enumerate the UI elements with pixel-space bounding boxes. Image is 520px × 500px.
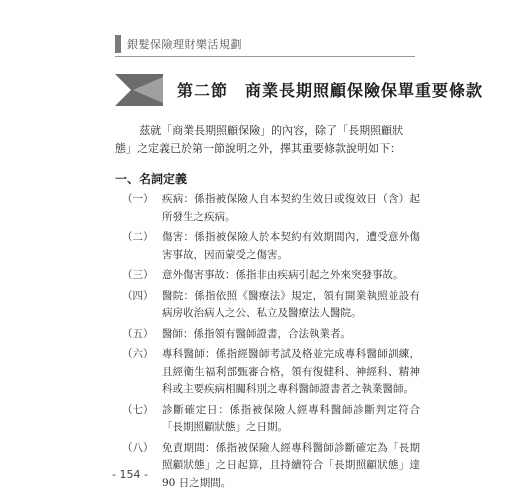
definition-item <box>122 402 420 437</box>
definition-item <box>122 440 420 493</box>
section-marker-icon <box>115 74 163 106</box>
definition-item <box>122 288 420 323</box>
definition-list <box>122 191 420 495</box>
section-heading <box>115 74 484 108</box>
definition-text: 傷害：係指被保險人於本契約有效期間內，遭受意外傷害事故，因而蒙受之傷害。 <box>162 231 420 261</box>
definition-number: （八） <box>122 441 154 454</box>
definition-text: 意外傷害事故：係指非由疾病引起之外來突發事故。 <box>162 269 404 281</box>
running-head-rule <box>115 56 415 57</box>
definition-text: 醫院：係指依照《醫療法》規定，領有開業執照並設有病房收治病人之公、私立及醫療法人醫院。 <box>162 289 420 319</box>
definition-number: （六） <box>122 348 154 360</box>
definition-number: （五） <box>122 327 154 340</box>
running-head <box>0 0 520 70</box>
definition-number: （一） <box>122 193 154 205</box>
definition-item <box>122 191 420 226</box>
definition-number: （三） <box>122 269 154 281</box>
section-title: 第二節 商業長期照顧保險保單重要條款 <box>177 81 484 100</box>
definition-number: （七） <box>122 403 154 416</box>
definition-text: 疾病：係指被保險人自本契約生效日或復效日（含）起所發生之疾病。 <box>162 193 420 223</box>
subsection-title: 一、名詞定義 <box>115 172 188 186</box>
definition-item <box>122 267 420 285</box>
running-head-title: 銀髮保險理財樂活規劃 <box>127 38 242 51</box>
definition-item <box>122 326 420 344</box>
definition-text: 免責期間：係指被保險人經專科醫師診斷確定為「長期照顧狀態」之日起算，且持續符合「長期照顧狀態」達 90 日之期間。 <box>162 441 420 489</box>
running-head-bar <box>115 35 121 53</box>
intro-paragraph <box>115 122 405 158</box>
definition-text: 醫師：係指領有醫師證書，合法執業者。 <box>162 327 351 340</box>
definition-number: （二） <box>122 231 154 243</box>
page-number: - 154 - <box>112 468 148 481</box>
definition-text: 診斷確定日：係指被保險人經專科醫師診斷判定符合「長期照顧狀態」之日期。 <box>162 403 420 433</box>
intro-text: 茲就「商業長期照顧保險」的內容，除了「長期照顧狀態」之定義已於第一節說明之外，擇其重要條款說明如下： <box>115 124 404 155</box>
definition-number: （四） <box>122 289 154 302</box>
definition-item <box>122 346 420 399</box>
definition-item <box>122 229 420 264</box>
definition-text: 專科醫師：係指經醫師考試及格並完成專科醫師訓練，且經衛生福利部甄審合格，領有復健科、神經科、精神科或主要疾病相關科別之專科醫師證書者之執業醫師。 <box>162 348 420 395</box>
